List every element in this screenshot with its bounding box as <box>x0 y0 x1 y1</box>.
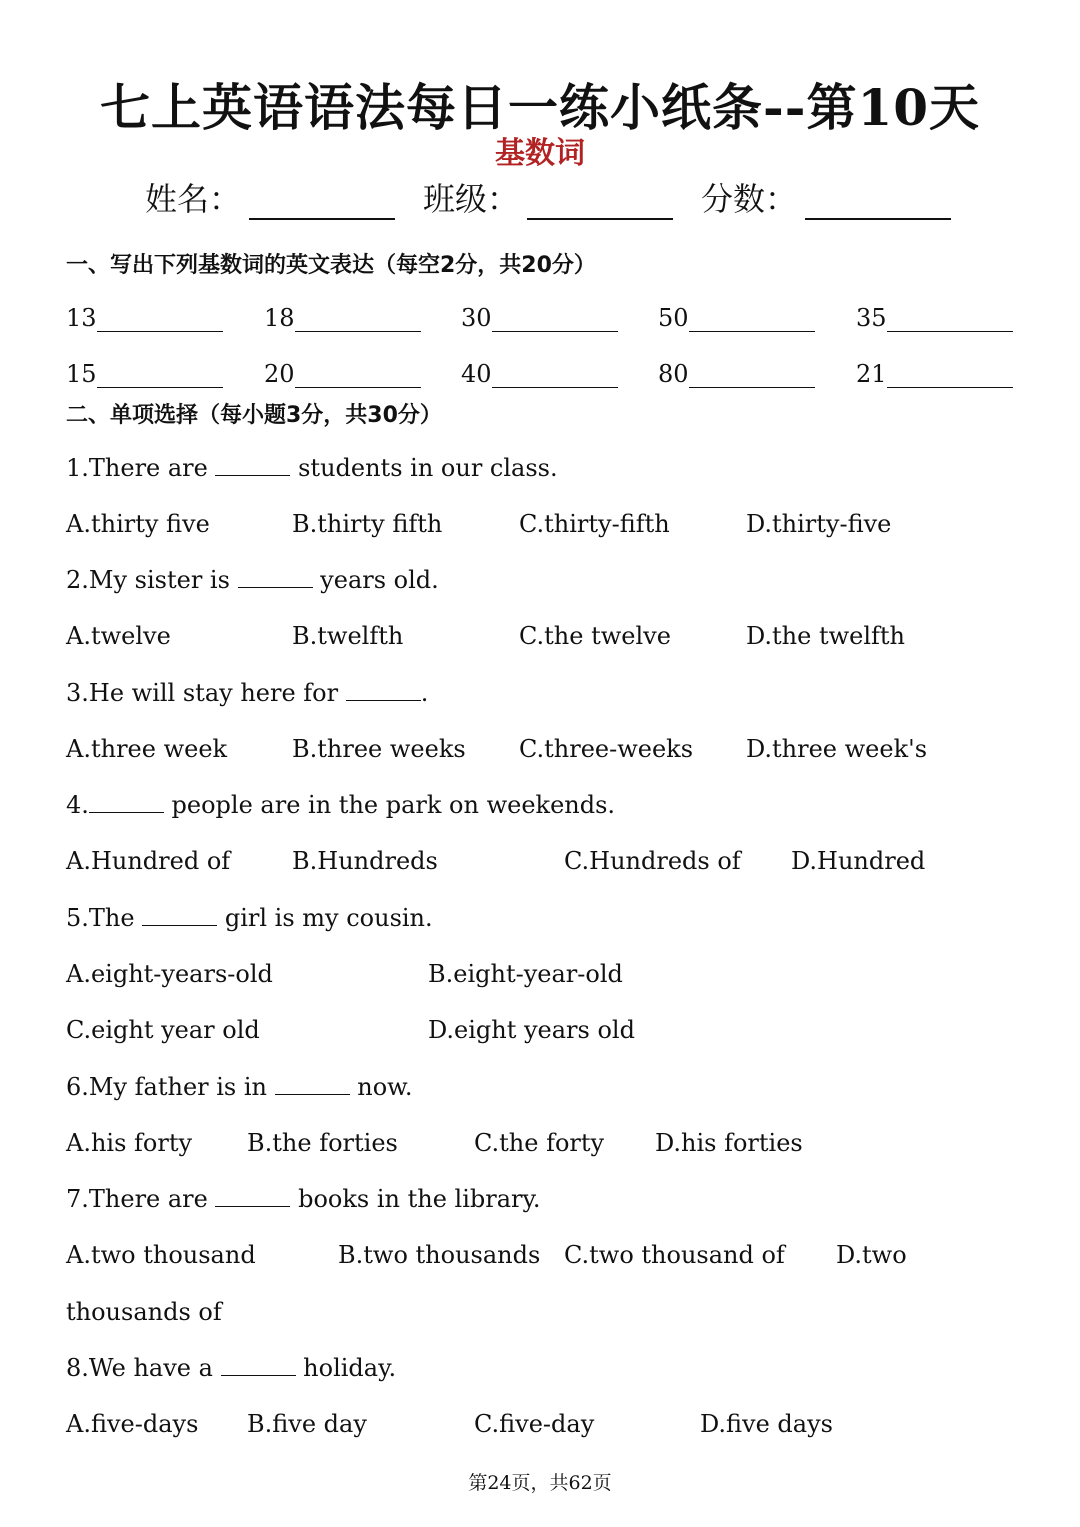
option-a[interactable]: A.Hundred of <box>66 847 231 875</box>
question-text: 2.My sister is <box>66 566 238 594</box>
number-item <box>461 360 618 388</box>
option-b[interactable]: B.two thousands <box>338 1241 541 1269</box>
answer-blank[interactable] <box>492 309 618 332</box>
option-c[interactable]: C.the twelve <box>519 622 671 650</box>
answer-blank[interactable] <box>689 309 815 332</box>
answer-blank[interactable] <box>97 309 223 332</box>
name-label: 姓名： <box>145 180 242 218</box>
option-b[interactable]: B.twelfth <box>292 622 404 650</box>
question-5 <box>66 904 433 932</box>
number-item <box>264 360 421 388</box>
option-b[interactable]: B.five day <box>247 1410 367 1438</box>
number-item <box>658 304 815 332</box>
question-blank[interactable] <box>89 792 164 813</box>
name-field <box>145 174 423 220</box>
question-text: holiday. <box>295 1354 397 1382</box>
option-c[interactable]: C.two thousand of <box>564 1241 785 1269</box>
option-a[interactable]: A.thirty five <box>66 510 210 538</box>
score-field <box>701 174 979 220</box>
question-text: now. <box>349 1073 413 1101</box>
question-blank[interactable] <box>221 1355 296 1376</box>
class-field <box>423 174 701 220</box>
student-info-row <box>145 174 979 220</box>
number-label: 13 <box>66 304 97 332</box>
option-b[interactable]: B.eight-year-old <box>428 960 623 988</box>
number-label: 15 <box>66 360 97 388</box>
option-a[interactable]: A.eight-years-old <box>66 960 273 988</box>
question-blank[interactable] <box>215 455 290 476</box>
option-b[interactable]: B.three weeks <box>292 735 466 763</box>
answer-blank[interactable] <box>689 365 815 388</box>
number-label: 50 <box>658 304 689 332</box>
number-label: 21 <box>856 360 887 388</box>
answer-blank[interactable] <box>887 309 1013 332</box>
number-label: 30 <box>461 304 492 332</box>
number-label: 80 <box>658 360 689 388</box>
answer-blank[interactable] <box>97 365 223 388</box>
option-d[interactable]: D.Hundred <box>791 847 926 875</box>
option-d[interactable]: D.the twelfth <box>746 622 905 650</box>
option-c[interactable]: C.thirty-fifth <box>519 510 670 538</box>
question-blank[interactable] <box>275 1074 350 1095</box>
section2-heading: 二、单项选择（每小题3分，共30分） <box>66 403 442 428</box>
question-blank[interactable] <box>142 905 217 926</box>
question-text: 6.My father is in <box>66 1073 275 1101</box>
question-text: people are in the park on weekends. <box>163 791 616 819</box>
option-c[interactable]: C.five-day <box>474 1410 595 1438</box>
number-item <box>264 304 421 332</box>
option-d[interactable]: D.five days <box>700 1410 833 1438</box>
number-item <box>66 304 223 332</box>
number-item <box>461 304 618 332</box>
name-blank[interactable] <box>249 188 395 220</box>
answer-blank[interactable] <box>295 309 421 332</box>
question-text: 1.There are <box>66 454 216 482</box>
question-text: years old. <box>312 566 439 594</box>
question-text: 7.There are <box>66 1185 216 1213</box>
option-c[interactable]: C.eight year old <box>66 1016 260 1044</box>
number-label: 35 <box>856 304 887 332</box>
option-c[interactable]: C.three-weeks <box>519 735 694 763</box>
question-1 <box>66 454 558 482</box>
option-a[interactable]: A.five-days <box>66 1410 199 1438</box>
section1-heading: 一、写出下列基数词的英文表达（每空2分，共20分） <box>66 253 596 278</box>
number-label: 40 <box>461 360 492 388</box>
answer-blank[interactable] <box>295 365 421 388</box>
option-a[interactable]: A.three week <box>66 735 228 763</box>
question-2 <box>66 566 439 594</box>
question-text: 8.We have a <box>66 1354 221 1382</box>
answer-blank[interactable] <box>887 365 1013 388</box>
page-subtitle: 基数词 <box>495 136 585 171</box>
option-a[interactable]: A.two thousand <box>66 1241 256 1269</box>
number-item <box>856 360 1013 388</box>
option-b[interactable]: B.thirty fifth <box>292 510 443 538</box>
option-c[interactable]: C.the forty <box>474 1129 605 1157</box>
question-blank[interactable] <box>346 680 421 701</box>
question-text: students in our class. <box>290 454 558 482</box>
number-label: 20 <box>264 360 295 388</box>
option-d[interactable]: D.thirty-five <box>746 510 892 538</box>
question-7 <box>66 1185 541 1213</box>
option-d[interactable]: D.three week's <box>746 735 928 763</box>
number-item <box>66 360 223 388</box>
question-6 <box>66 1073 413 1101</box>
question-blank[interactable] <box>238 567 313 588</box>
option-d-continuation[interactable]: thousands of <box>66 1298 222 1326</box>
question-4 <box>66 791 615 819</box>
question-3 <box>66 679 428 707</box>
question-8 <box>66 1354 396 1382</box>
option-c[interactable]: C.Hundreds of <box>564 847 741 875</box>
question-text: girl is my cousin. <box>217 904 433 932</box>
score-blank[interactable] <box>805 188 951 220</box>
option-d[interactable]: D.eight years old <box>428 1016 635 1044</box>
option-b[interactable]: B.Hundreds <box>292 847 438 875</box>
option-d[interactable]: D.his forties <box>655 1129 803 1157</box>
number-item <box>658 360 815 388</box>
page-title: 七上英语语法每日一练小纸条--第10天 <box>99 78 981 137</box>
question-text: . <box>420 679 429 707</box>
option-a[interactable]: A.twelve <box>66 622 171 650</box>
number-item <box>856 304 1013 332</box>
class-label: 班级： <box>423 180 520 218</box>
answer-blank[interactable] <box>492 365 618 388</box>
option-b[interactable]: B.the forties <box>247 1129 398 1157</box>
class-blank[interactable] <box>527 188 673 220</box>
score-label: 分数： <box>701 180 798 218</box>
number-label: 18 <box>264 304 295 332</box>
question-text: 5.The <box>66 904 143 932</box>
question-blank[interactable] <box>215 1186 290 1207</box>
option-d[interactable]: D.two <box>836 1241 907 1269</box>
question-text: 3.He will stay here for <box>66 679 346 707</box>
question-text: books in the library. <box>290 1185 541 1213</box>
page-number: 第24页，共62页 <box>468 1472 612 1494</box>
question-text: 4. <box>66 791 89 819</box>
option-a[interactable]: A.his forty <box>66 1129 193 1157</box>
